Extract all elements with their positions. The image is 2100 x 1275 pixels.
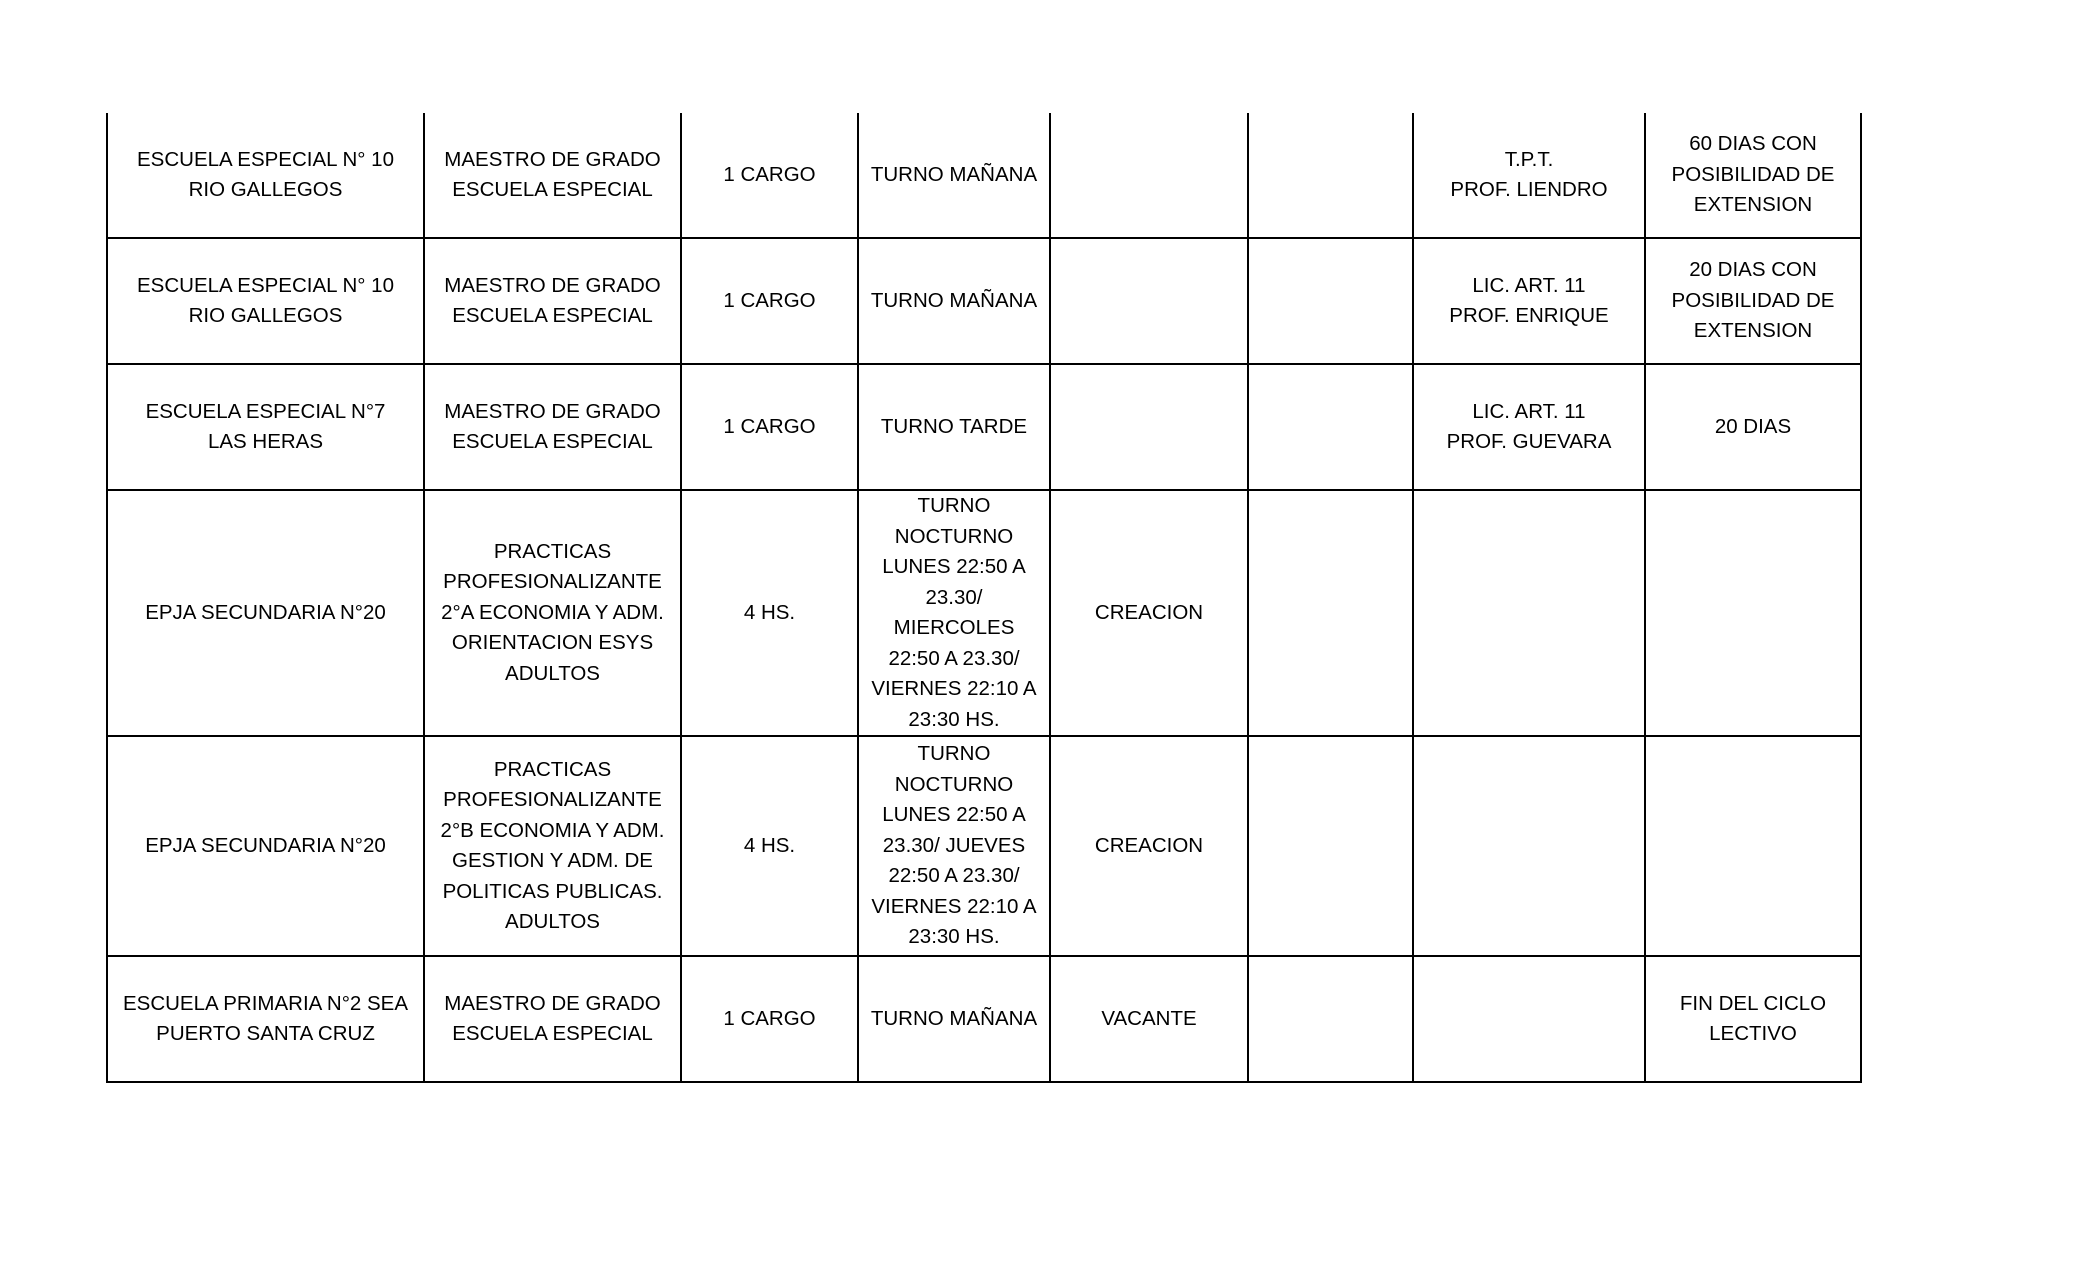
table-row (107, 113, 1861, 238)
cell-turno: TURNO NOCTURNO LUNES 22:50 A 23.30/ MIERCOLES 22:50 A 23.30/ VIERNES 22:10 A 23:30 HS. (858, 490, 1050, 736)
cell-empty (1248, 490, 1413, 736)
cell-cantidad: 4 HS. (681, 490, 858, 736)
cell-escuela: ESCUELA PRIMARIA N°2 SEA PUERTO SANTA CRUZ (107, 956, 424, 1082)
vacancy-table (106, 113, 1862, 1083)
cell-situacion: CREACION (1050, 736, 1248, 956)
cell-duracion (1645, 736, 1861, 956)
cell-motivo (1413, 736, 1645, 956)
cell-situacion (1050, 113, 1248, 238)
table-row (107, 238, 1861, 364)
cell-cantidad: 1 CARGO (681, 364, 858, 490)
cell-situacion: CREACION (1050, 490, 1248, 736)
table-row (107, 364, 1861, 490)
cell-cargo: MAESTRO DE GRADO ESCUELA ESPECIAL (424, 238, 681, 364)
cell-duracion: 20 DIAS CON POSIBILIDAD DE EXTENSION (1645, 238, 1861, 364)
cell-escuela: ESCUELA ESPECIAL N°7 LAS HERAS (107, 364, 424, 490)
cell-empty (1248, 238, 1413, 364)
cell-escuela: EPJA SECUNDARIA N°20 (107, 490, 424, 736)
cell-duracion: FIN DEL CICLO LECTIVO (1645, 956, 1861, 1082)
cell-escuela: ESCUELA ESPECIAL N° 10 RIO GALLEGOS (107, 113, 424, 238)
cell-duracion (1645, 490, 1861, 736)
cell-cargo: MAESTRO DE GRADO ESCUELA ESPECIAL (424, 364, 681, 490)
cell-cantidad: 4 HS. (681, 736, 858, 956)
cell-empty (1248, 956, 1413, 1082)
table-row (107, 956, 1861, 1082)
cell-cantidad: 1 CARGO (681, 238, 858, 364)
cell-turno: TURNO NOCTURNO LUNES 22:50 A 23.30/ JUEVES 22:50 A 23.30/ VIERNES 22:10 A 23:30 HS. (858, 736, 1050, 956)
cell-situacion (1050, 238, 1248, 364)
cell-motivo: LIC. ART. 11 PROF. GUEVARA (1413, 364, 1645, 490)
cell-cantidad: 1 CARGO (681, 956, 858, 1082)
cell-situacion: VACANTE (1050, 956, 1248, 1082)
cell-turno: TURNO MAÑANA (858, 238, 1050, 364)
cell-escuela: ESCUELA ESPECIAL N° 10 RIO GALLEGOS (107, 238, 424, 364)
cell-cargo: MAESTRO DE GRADO ESCUELA ESPECIAL (424, 956, 681, 1082)
cell-turno: TURNO TARDE (858, 364, 1050, 490)
cell-escuela: EPJA SECUNDARIA N°20 (107, 736, 424, 956)
cell-motivo: T.P.T. PROF. LIENDRO (1413, 113, 1645, 238)
cell-cargo: PRACTICAS PROFESIONALIZANTE 2°B ECONOMIA Y ADM. GESTION Y ADM. DE POLITICAS PUBLICAS. ADULTOS (424, 736, 681, 956)
cell-situacion (1050, 364, 1248, 490)
cell-turno: TURNO MAÑANA (858, 956, 1050, 1082)
cell-empty (1248, 364, 1413, 490)
table-row (107, 490, 1861, 736)
cell-cargo: PRACTICAS PROFESIONALIZANTE 2°A ECONOMIA Y ADM. ORIENTACION ESYS ADULTOS (424, 490, 681, 736)
cell-motivo: LIC. ART. 11 PROF. ENRIQUE (1413, 238, 1645, 364)
cell-duracion: 60 DIAS CON POSIBILIDAD DE EXTENSION (1645, 113, 1861, 238)
cell-turno: TURNO MAÑANA (858, 113, 1050, 238)
table-row (107, 736, 1861, 956)
cell-cantidad: 1 CARGO (681, 113, 858, 238)
cell-empty (1248, 736, 1413, 956)
cell-cargo: MAESTRO DE GRADO ESCUELA ESPECIAL (424, 113, 681, 238)
cell-duracion: 20 DIAS (1645, 364, 1861, 490)
cell-motivo (1413, 490, 1645, 736)
cell-motivo (1413, 956, 1645, 1082)
cell-empty (1248, 113, 1413, 238)
